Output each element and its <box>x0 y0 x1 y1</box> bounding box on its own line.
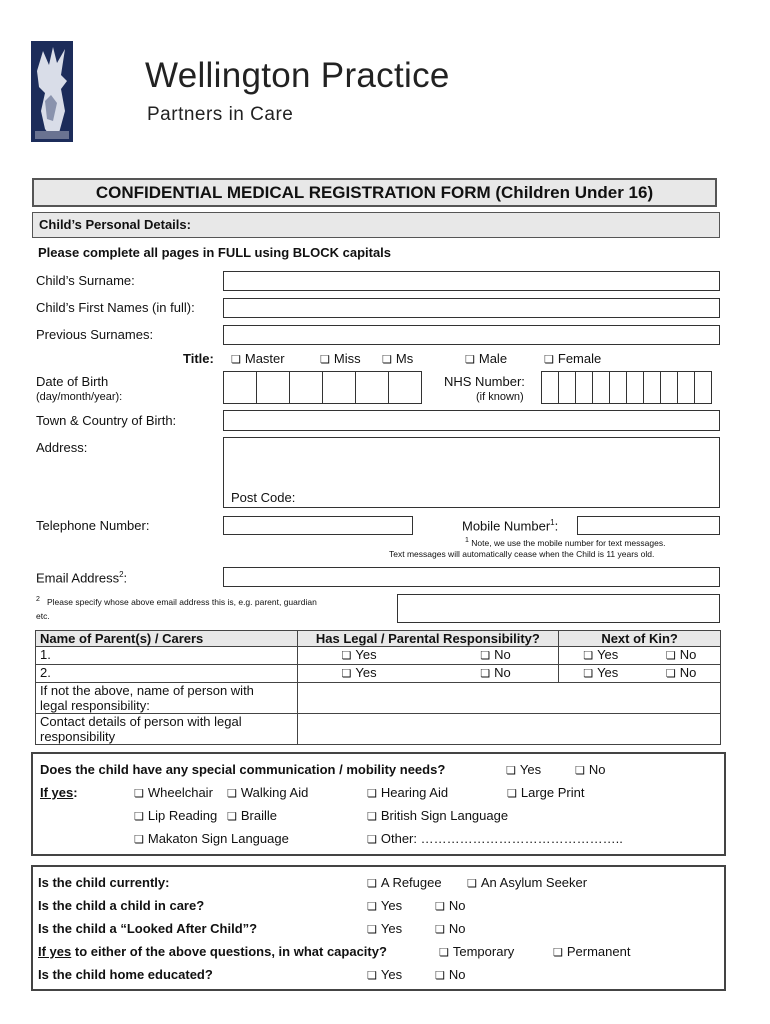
needs-no-checkbox[interactable]: ❏ No <box>575 762 606 777</box>
table-row <box>36 683 721 714</box>
legal-person-label: If not the above, name of person with legal responsibility: <box>36 683 298 714</box>
parent-2-legal-yes-checkbox[interactable]: ❏ Yes <box>342 665 377 680</box>
form-title: CONFIDENTIAL MEDICAL REGISTRATION FORM (Children Under 16) <box>32 178 717 207</box>
parent-1-kin-yes-checkbox[interactable]: ❏ Yes <box>583 647 618 662</box>
bsl-checkbox[interactable]: ❏ British Sign Language <box>367 808 508 823</box>
parent-1-kin-cell <box>559 647 721 665</box>
braille-checkbox[interactable]: ❏ Braille <box>227 808 277 823</box>
needs-yes-checkbox[interactable]: ❏ Yes <box>506 762 541 777</box>
title-label: Title: <box>183 351 214 366</box>
mobile-input[interactable] <box>577 516 720 535</box>
if-yes-label: If yes: <box>40 785 78 800</box>
mobile-label: Mobile Number$^1$: <box>462 518 559 534</box>
parent-1-kin-no-checkbox[interactable]: ❏ No <box>666 647 697 662</box>
large-print-checkbox[interactable]: ❏ Large Print <box>507 785 584 800</box>
legal-person-input[interactable] <box>297 683 720 714</box>
q-looked-after: Is the child a “Looked After Child”? <box>38 921 258 936</box>
instruction-text: Please complete all pages in FULL using BLOCK capitals <box>38 245 392 260</box>
makaton-checkbox[interactable]: ❏ Makaton Sign Language <box>134 831 289 846</box>
legal-contact-input[interactable] <box>297 714 720 745</box>
hearing-aid-checkbox[interactable]: ❏ Hearing Aid <box>367 785 448 800</box>
section-heading-personal: Child’s Personal Details: <box>32 212 720 238</box>
gender-female-checkbox[interactable]: ❏ Female <box>544 351 601 366</box>
email-note-line2: etc. <box>36 611 50 621</box>
parents-col-name: Name of Parent(s) / Carers <box>36 631 298 647</box>
q-capacity: If yes to either of the above questions, in what capacity? <box>38 944 387 959</box>
dob-hint: (day/month/year): <box>36 391 123 403</box>
dob-input[interactable] <box>223 371 421 404</box>
q-home-educated: Is the child home educated? <box>38 967 213 982</box>
in-care-no-checkbox[interactable]: ❏ No <box>435 898 466 913</box>
legal-contact-label: Contact details of person with legal responsibility <box>36 714 298 745</box>
gender-male-checkbox[interactable]: ❏ Male <box>465 351 507 366</box>
practice-tagline: Partners in Care <box>147 104 294 125</box>
capacity-temporary-checkbox[interactable]: ❏ Temporary <box>439 944 514 959</box>
home-educated-yes-checkbox[interactable]: ❏ Yes <box>367 967 402 982</box>
parent-1-legal-yes-checkbox[interactable]: ❏ Yes <box>342 647 377 662</box>
parent-1-legal-cell <box>297 647 559 665</box>
nhs-number-input[interactable] <box>541 371 711 404</box>
telephone-input[interactable] <box>223 516 413 535</box>
first-names-label: Child’s First Names (in full): <box>36 300 195 315</box>
title-miss-checkbox[interactable]: ❏ Miss <box>320 351 361 366</box>
birthplace-input[interactable] <box>223 410 720 431</box>
table-row <box>36 647 721 665</box>
parent-2-legal-cell <box>297 665 559 683</box>
address-input[interactable] <box>223 437 720 508</box>
birthplace-label: Town & Country of Birth: <box>36 413 177 428</box>
parent-2-kin-no-checkbox[interactable]: ❏ No <box>666 665 697 680</box>
parent-1-legal-no-checkbox[interactable]: ❏ No <box>480 647 511 662</box>
q-currently: Is the child currently: <box>38 875 170 890</box>
telephone-label: Telephone Number: <box>36 518 150 533</box>
parent-2-kin-cell <box>559 665 721 683</box>
practice-logo <box>31 41 73 142</box>
title-ms-checkbox[interactable]: ❏ Ms <box>382 351 413 366</box>
nhs-hint: (if known) <box>476 391 524 403</box>
mobile-note-line2: Text messages will automatically cease when the Child is 11 years old. <box>389 549 655 559</box>
title-master-checkbox[interactable]: ❏ Master <box>231 351 285 366</box>
postcode-label: Post Code: <box>231 490 296 505</box>
practice-name: Wellington Practice <box>145 56 450 95</box>
parent-2-legal-no-checkbox[interactable]: ❏ No <box>480 665 511 680</box>
parents-table <box>35 630 721 745</box>
table-row <box>36 714 721 745</box>
walking-aid-checkbox[interactable]: ❏ Walking Aid <box>227 785 308 800</box>
needs-question: Does the child have any special communication / mobility needs? <box>40 762 446 777</box>
email-label: Email Address$^2$: <box>36 570 128 586</box>
parent-2-kin-yes-checkbox[interactable]: ❏ Yes <box>583 665 618 680</box>
wheelchair-checkbox[interactable]: ❏ Wheelchair <box>134 785 213 800</box>
parent-1-name-cell[interactable]: 1. <box>36 647 298 665</box>
other-needs-checkbox[interactable]: ❏ Other: ……………………………………….. <box>367 831 623 846</box>
previous-surnames-label: Previous Surnames: <box>36 327 154 342</box>
address-label: Address: <box>36 440 88 455</box>
parents-col-kin: Next of Kin? <box>559 631 721 647</box>
parents-col-legal: Has Legal / Parental Responsibility? <box>297 631 559 647</box>
refugee-checkbox[interactable]: ❏ A Refugee <box>367 875 442 890</box>
capacity-permanent-checkbox[interactable]: ❏ Permanent <box>553 944 630 959</box>
nhs-label: NHS Number: <box>444 374 525 389</box>
lip-reading-checkbox[interactable]: ❏ Lip Reading <box>134 808 217 823</box>
previous-surnames-input[interactable] <box>223 325 720 345</box>
first-names-input[interactable] <box>223 298 720 318</box>
home-educated-no-checkbox[interactable]: ❏ No <box>435 967 466 982</box>
email-owner-input[interactable] <box>397 594 720 623</box>
table-row <box>36 665 721 683</box>
q-in-care: Is the child a child in care? <box>38 898 205 913</box>
surname-input[interactable] <box>223 271 720 291</box>
in-care-yes-checkbox[interactable]: ❏ Yes <box>367 898 402 913</box>
dob-label: Date of Birth <box>36 374 109 389</box>
asylum-seeker-checkbox[interactable]: ❏ An Asylum Seeker <box>467 875 587 890</box>
looked-after-no-checkbox[interactable]: ❏ No <box>435 921 466 936</box>
mobile-note-line1: $^1$ Note, we use the mobile number for text messages. <box>465 537 666 548</box>
email-input[interactable] <box>223 567 720 587</box>
looked-after-yes-checkbox[interactable]: ❏ Yes <box>367 921 402 936</box>
surname-label: Child’s Surname: <box>36 273 135 288</box>
parent-2-name-cell[interactable]: 2. <box>36 665 298 683</box>
email-note-line1: $^2$ Please specify whose above email address this is, e.g. parent, guardian <box>36 596 317 607</box>
